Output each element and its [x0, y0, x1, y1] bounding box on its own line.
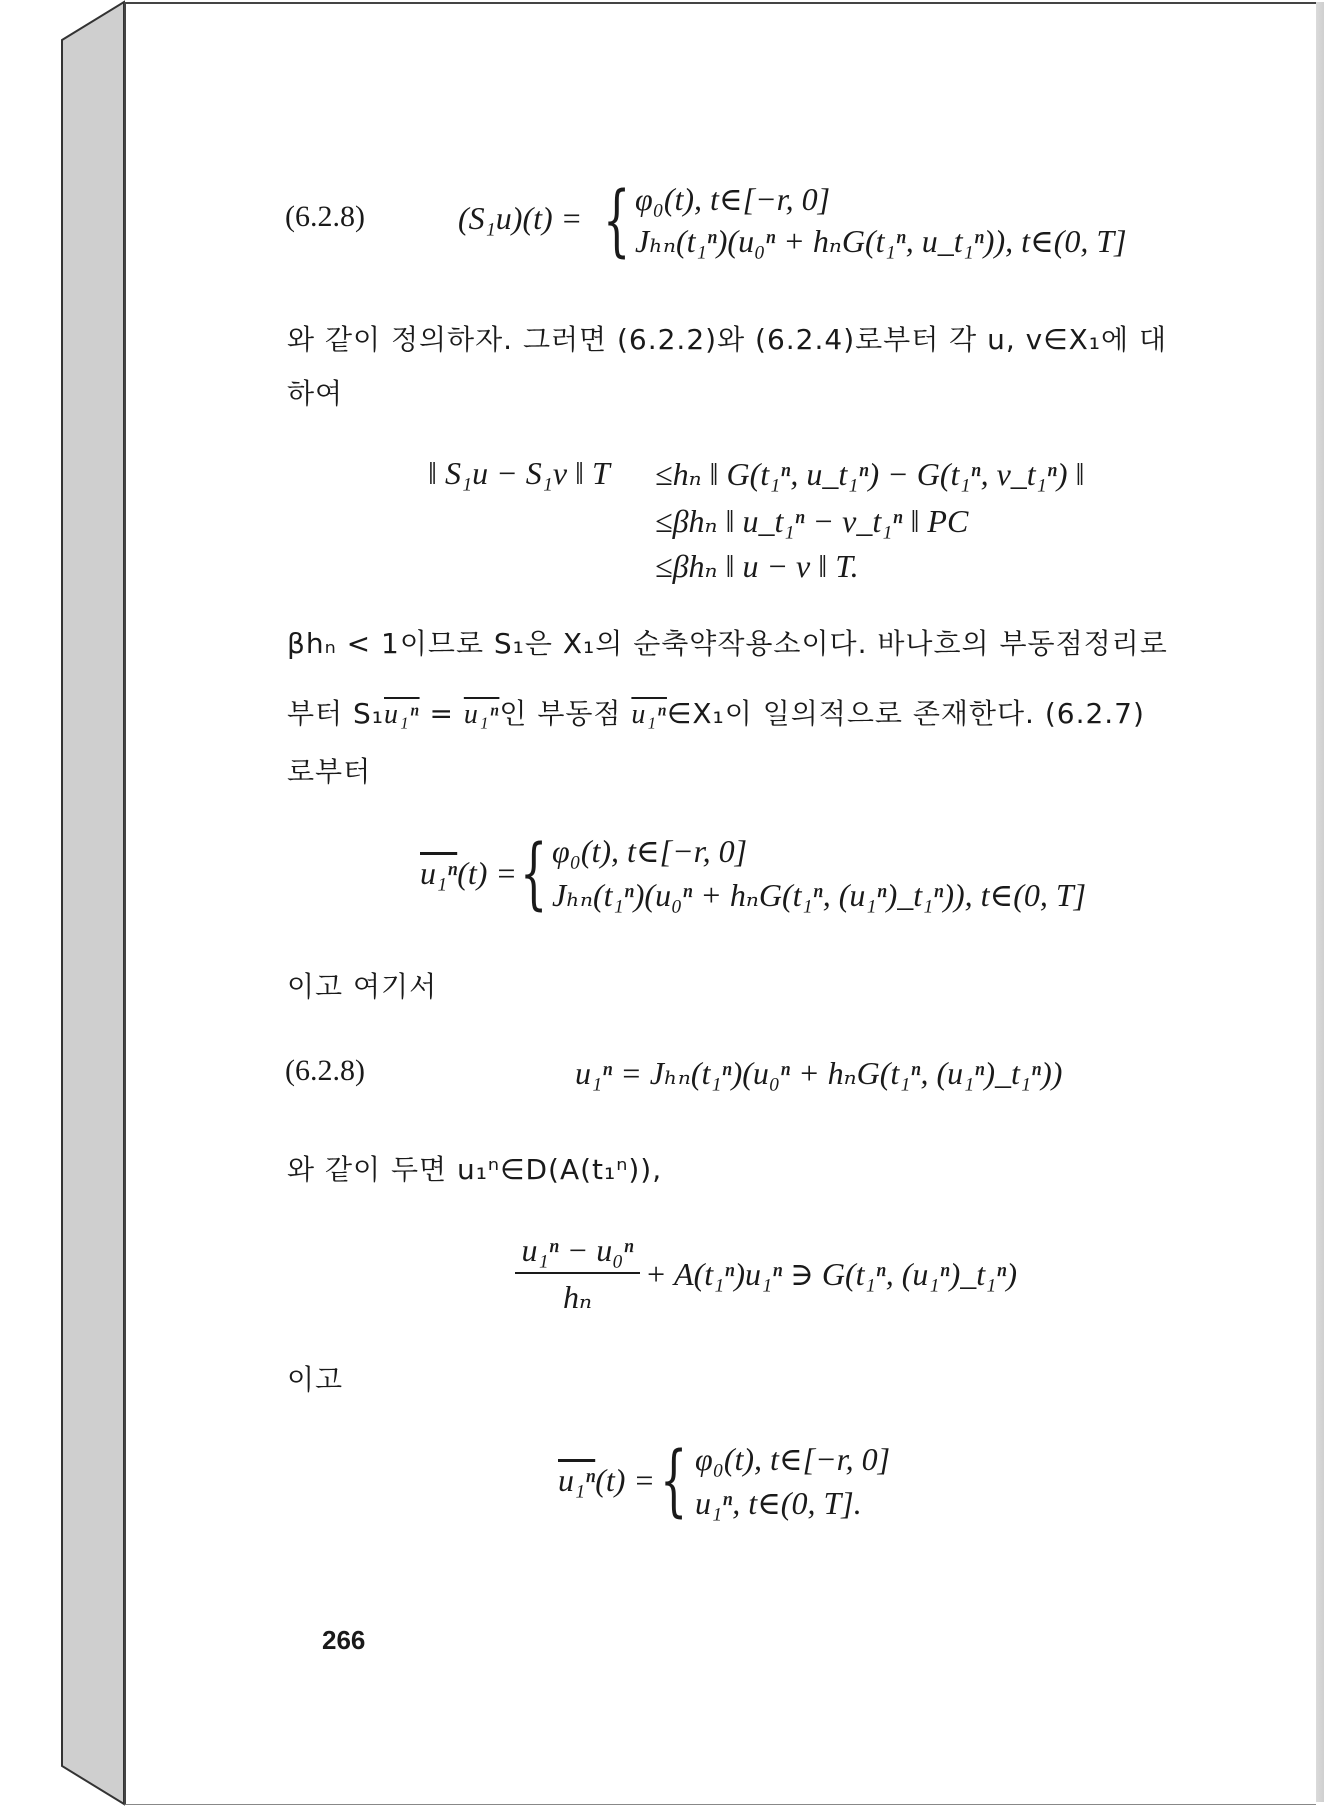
- equation-lhs: [420, 855, 517, 892]
- overlined-term: u₁ⁿ: [558, 1462, 596, 1498]
- brace-icon: {: [603, 176, 631, 266]
- paragraph-line: 하여: [287, 377, 344, 410]
- fraction-numerator: u₁ⁿ − u₀ⁿ: [521, 1232, 634, 1268]
- fraction-bar: [515, 1272, 640, 1274]
- paragraph-line: 와 같이 정의하자. 그러면 (6.2.2)와 (6.2.4)로부터 각 u, v∈X₁에 대: [287, 323, 1168, 356]
- equation-case: Jₕₙ(t₁ⁿ)(u₀ⁿ + hₙG(t₁ⁿ, u_t₁ⁿ)), t∈(0, T]: [635, 223, 1127, 259]
- equation: + A(t₁ⁿ)u₁ⁿ ∋ G(t₁ⁿ, (u₁ⁿ)_t₁ⁿ): [645, 1256, 1017, 1292]
- overlined-term: u₁ⁿ: [420, 855, 458, 891]
- equation-case: u₁ⁿ, t∈(0, T].: [695, 1485, 862, 1521]
- equation-lhs: [558, 1462, 655, 1499]
- paragraph-line: 와 같이 두면 u₁ⁿ∈D(A(t₁ⁿ)),: [287, 1153, 663, 1186]
- inequality-lhs: ‖ S₁u − S₁v ‖ T: [428, 455, 610, 491]
- equation-case: φ₀(t), t∈[−r, 0]: [695, 1441, 891, 1477]
- text-run: ∈X₁이 일의적으로 존재한다. (6.2.7): [666, 697, 1145, 730]
- equation-case: φ₀(t), t∈[−r, 0]: [552, 833, 748, 869]
- inequality-line: ≤βhₙ ‖ u_t₁ⁿ − v_t₁ⁿ ‖ PC: [655, 503, 969, 539]
- inequality-line: ≤hₙ ‖ G(t₁ⁿ, u_t₁ⁿ) − G(t₁ⁿ, v_t₁ⁿ) ‖: [655, 456, 1085, 492]
- text-run: 부터 S₁: [287, 697, 384, 730]
- overlined-term: u₁ⁿ: [631, 699, 667, 730]
- paragraph-line: 로부터: [287, 755, 372, 788]
- inequality-line: ≤βhₙ ‖ u − v ‖ T.: [655, 548, 859, 584]
- fraction-denominator: hₙ: [563, 1279, 592, 1315]
- paragraph-line: βhₙ < 1이므로 S₁은 X₁의 순축약작용소이다. 바나흐의 부동점정리로: [287, 627, 1168, 660]
- equation-case: Jₕₙ(t₁ⁿ)(u₀ⁿ + hₙG(t₁ⁿ, (u₁ⁿ)_t₁ⁿ)), t∈(0, T]: [552, 877, 1087, 913]
- text-run: =: [419, 697, 464, 730]
- paragraph-line: 이고 여기서: [287, 970, 438, 1003]
- text-run: (t) =: [457, 855, 517, 891]
- equation-label: (6.2.8): [285, 1054, 365, 1087]
- paragraph-line: 이고: [287, 1363, 344, 1396]
- equation: u₁ⁿ = Jₕₙ(t₁ⁿ)(u₀ⁿ + hₙG(t₁ⁿ, (u₁ⁿ)_t₁ⁿ)): [575, 1055, 1063, 1091]
- brace-icon: {: [660, 1436, 688, 1526]
- overlined-term: u₁ⁿ: [463, 699, 500, 730]
- text-run: (t) =: [595, 1462, 655, 1498]
- page-number: 266: [322, 1625, 366, 1655]
- equation-lhs: (S₁u)(t) =: [458, 200, 583, 236]
- brace-icon: {: [520, 829, 548, 919]
- text-run: 인 부동점: [499, 697, 632, 730]
- equation-label: (6.2.8): [285, 200, 365, 233]
- overlined-term: u₁ⁿ: [384, 699, 420, 730]
- paragraph-line: [287, 692, 1145, 732]
- equation-case: φ₀(t), t∈[−r, 0]: [635, 181, 831, 217]
